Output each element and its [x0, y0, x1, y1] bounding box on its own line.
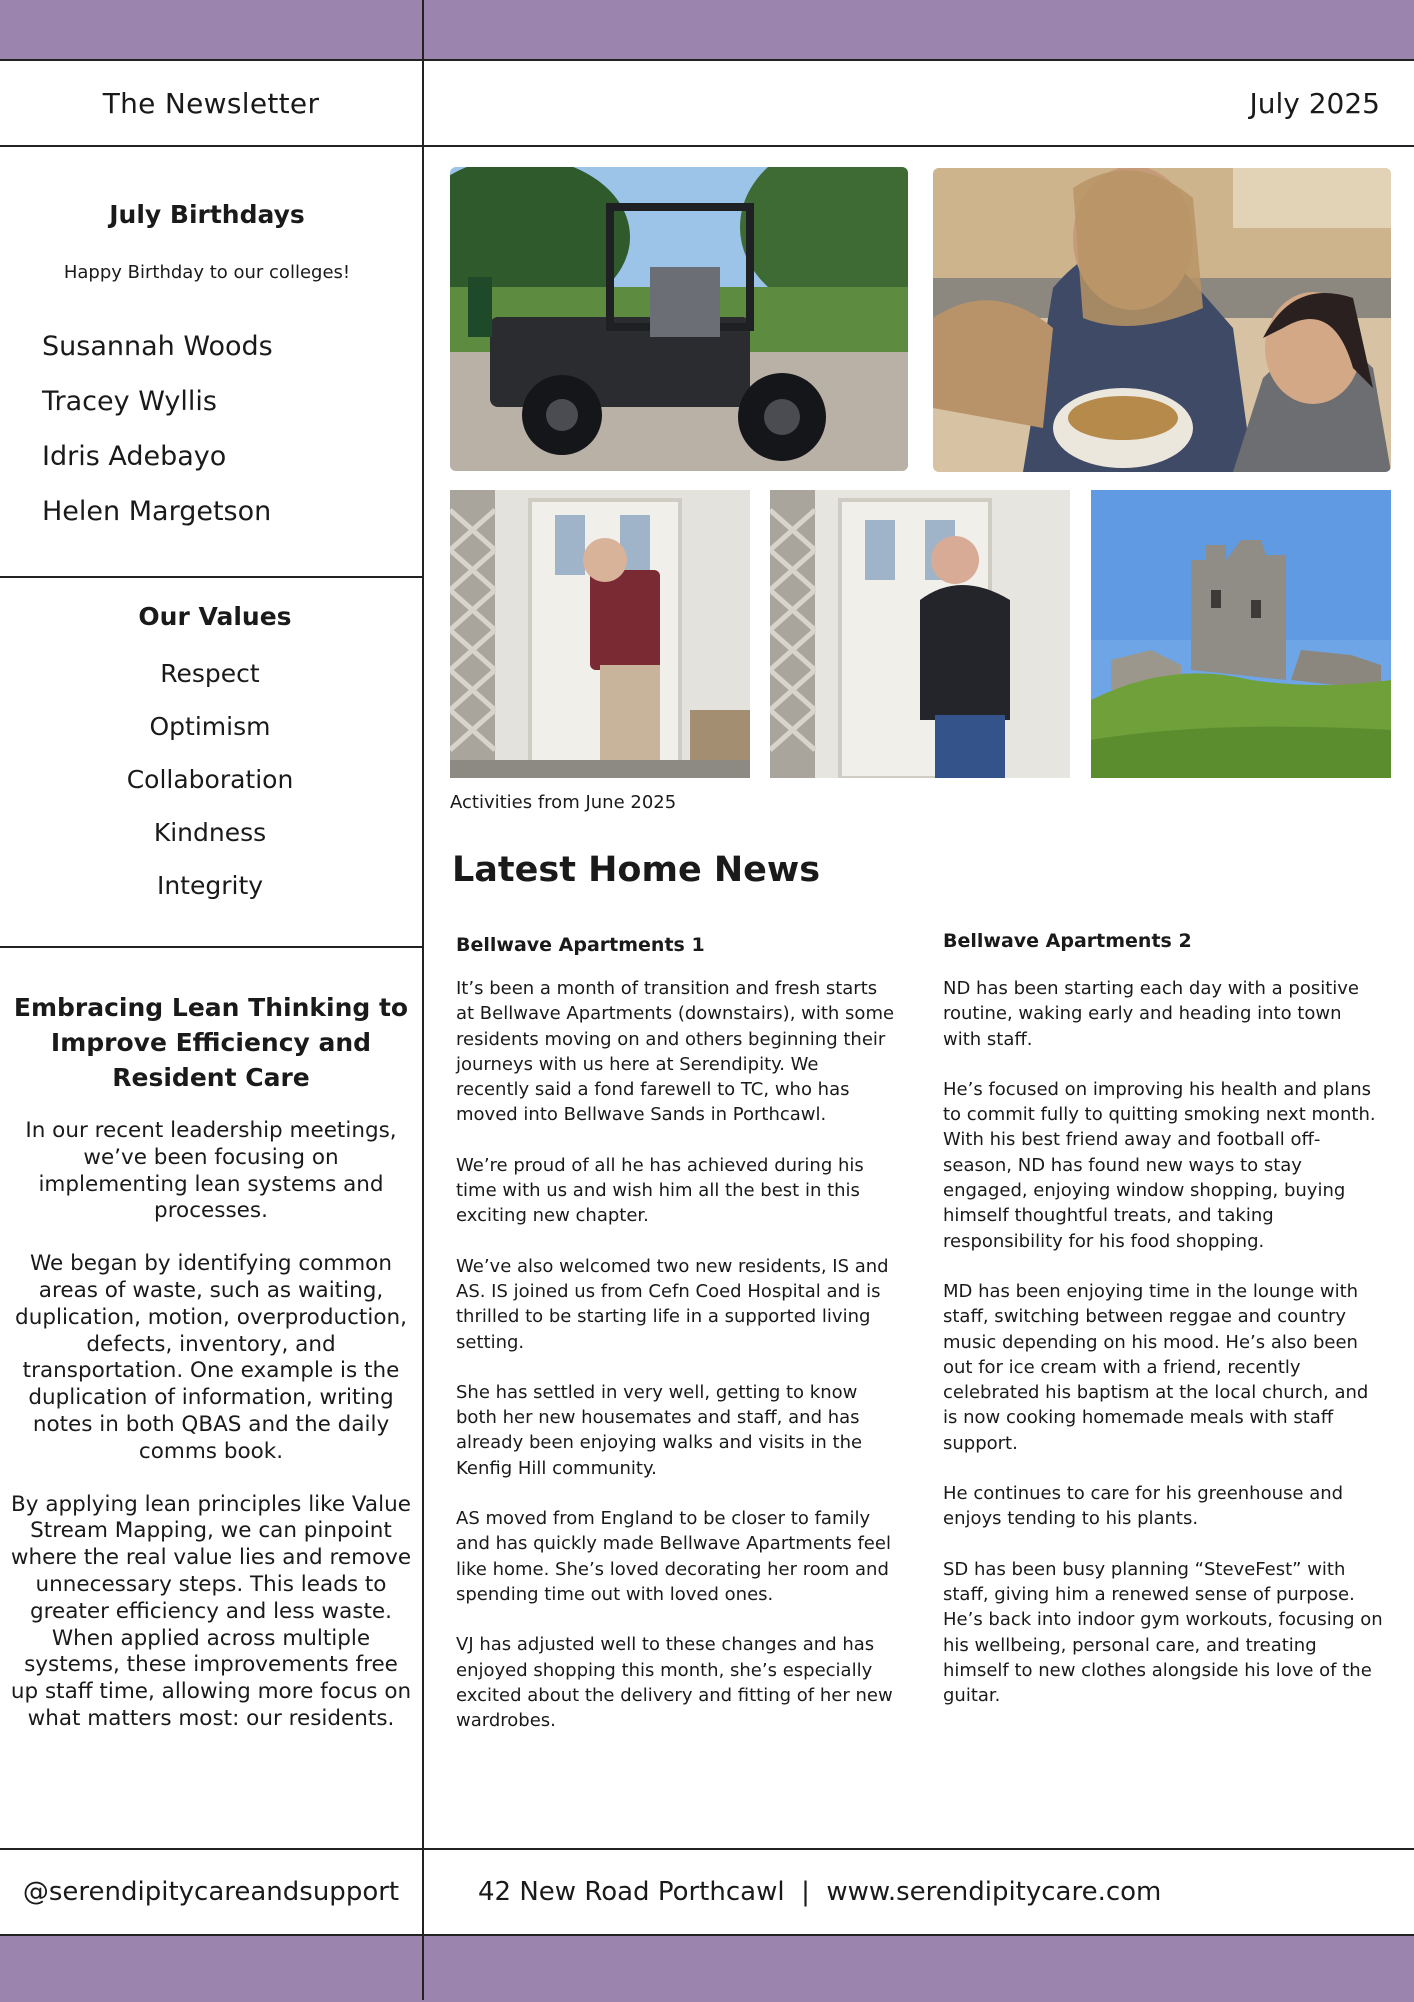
- birthday-name: Tracey Wyllis: [42, 386, 217, 417]
- footer-address: 42 New Road Porthcawl: [478, 1877, 785, 1907]
- bottom-accent-band: [0, 1934, 1414, 2002]
- values-title: Our Values: [138, 602, 292, 631]
- birthday-name: Idris Adebayo: [42, 441, 227, 472]
- photo-cooking: [933, 168, 1391, 472]
- col1-body: [456, 976, 896, 1758]
- col2-body: [943, 976, 1383, 1733]
- news-paragraph: AS moved from England to be closer to family and has quickly made Bellwave Apartments feel like home. She’s loved decorating her room and spending time out with loved ones.: [456, 1508, 891, 1605]
- social-handle[interactable]: @serendipitycareandsupport: [22, 1877, 400, 1907]
- lean-paragraph: We began by identifying common areas of waste, such as waiting, duplication, motion, overproduction, defects, inventory, and transportation. One example is the duplication of information, writing notes in both QBAS and the daily comms book.: [15, 1251, 407, 1464]
- news-paragraph: MD has been enjoying time in the lounge with staff, switching between reggae and country music depending on his mood. He’s also been out for ice cream with a friend, recently celebrated his baptism at the local church, and is now cooking homemade meals with staff support.: [943, 1280, 1369, 1454]
- sidebar-rule-1: [0, 576, 422, 578]
- footer-separator: |: [801, 1877, 810, 1907]
- newsletter-title: The Newsletter: [102, 86, 320, 120]
- lean-paragraph: In our recent leadership meetings, we’ve been focusing on implementing lean systems and processes.: [25, 1118, 397, 1224]
- news-paragraph: We’ve also welcomed two new residents, IS and AS. IS joined us from Cefn Coed Hospital and is thrilled to be starting life in a supported living setting.: [456, 1255, 889, 1353]
- photo-door-1: [450, 490, 750, 778]
- value-item: Integrity: [156, 871, 264, 900]
- photo-castle: [1091, 490, 1391, 778]
- top-accent-band: [0, 0, 1414, 61]
- value-item: Respect: [160, 659, 260, 688]
- birthdays-title: July Birthdays: [109, 200, 305, 229]
- birthday-list: [42, 326, 273, 546]
- value-item: Optimism: [149, 712, 271, 741]
- col1-heading: Bellwave Apartments 1: [456, 934, 705, 956]
- column-divider: [422, 0, 424, 2000]
- birthday-name: Susannah Woods: [42, 331, 273, 362]
- news-paragraph: We’re proud of all he has achieved during his time with us and wish him all the best in this exciting new chapter.: [456, 1154, 864, 1227]
- footer-contact: [478, 1850, 1161, 1934]
- header-rule: [0, 145, 1414, 147]
- news-paragraph: VJ has adjusted well to these changes and has enjoyed shopping this month, she’s especially excited about the delivery and fitting of her new wardrobes.: [456, 1634, 893, 1732]
- news-paragraph: ND has been starting each day with a positive routine, waking early and heading into town with staff.: [943, 978, 1359, 1050]
- value-item: Collaboration: [126, 765, 294, 794]
- news-paragraph: It’s been a month of transition and fresh starts at Bellwave Apartments (downstairs), with some residents moving on and others beginning their journeys with us here at Serendipity. We recently said a fond farewell to TC, who has moved into Bellwave Sands in Porthcawl.: [456, 978, 895, 1126]
- news-paragraph: SD has been busy planning “SteveFest” with staff, giving him a renewed sense of purpose. He’s back into indoor gym workouts, focusing on his wellbeing, personal care, and treating himself to new clothes alongside his love of the guitar.: [943, 1558, 1383, 1707]
- col2-heading: Bellwave Apartments 2: [943, 930, 1192, 952]
- newsletter-date: July 2025: [1249, 86, 1380, 120]
- photo-door-2: [770, 490, 1070, 778]
- photo-caption: Activities from June 2025: [450, 792, 677, 813]
- value-item: Kindness: [153, 818, 267, 847]
- website-link[interactable]: www.serendipitycare.com: [826, 1877, 1162, 1907]
- values-list: [0, 652, 420, 917]
- lean-article-title: Embracing Lean Thinking to Improve Efficiency and Resident Care: [13, 993, 409, 1092]
- lean-paragraph: By applying lean principles like Value Stream Mapping, we can pinpoint where the real value lies and remove unnecessary steps. This leads to greater efficiency and less waste. When applied across multiple systems, these improvements free up staff time, allowing more focus on what matters most: our residents.: [10, 1491, 412, 1731]
- birthday-name: Helen Margetson: [42, 496, 272, 527]
- news-paragraph: He continues to care for his greenhouse and enjoys tending to his plants.: [943, 1483, 1344, 1530]
- photo-utility-vehicle: [450, 167, 908, 471]
- news-paragraph: She has settled in very well, getting to know both her new housemates and staff, and has already been enjoying walks and visits in the Kenfig Hill community.: [456, 1381, 863, 1479]
- birthdays-subtitle: Happy Birthday to our colleges!: [63, 262, 351, 283]
- news-paragraph: He’s focused on improving his health and plans to commit fully to quitting smoking next month. With his best friend away and football off-season, ND has found new ways to stay engaged, enjoying window shopping, buying himself thoughtful treats, and taking responsibility for his food shopping.: [943, 1078, 1376, 1252]
- sidebar-rule-2: [0, 946, 422, 948]
- lean-article-body: [10, 1118, 412, 1759]
- news-title: Latest Home News: [452, 850, 821, 890]
